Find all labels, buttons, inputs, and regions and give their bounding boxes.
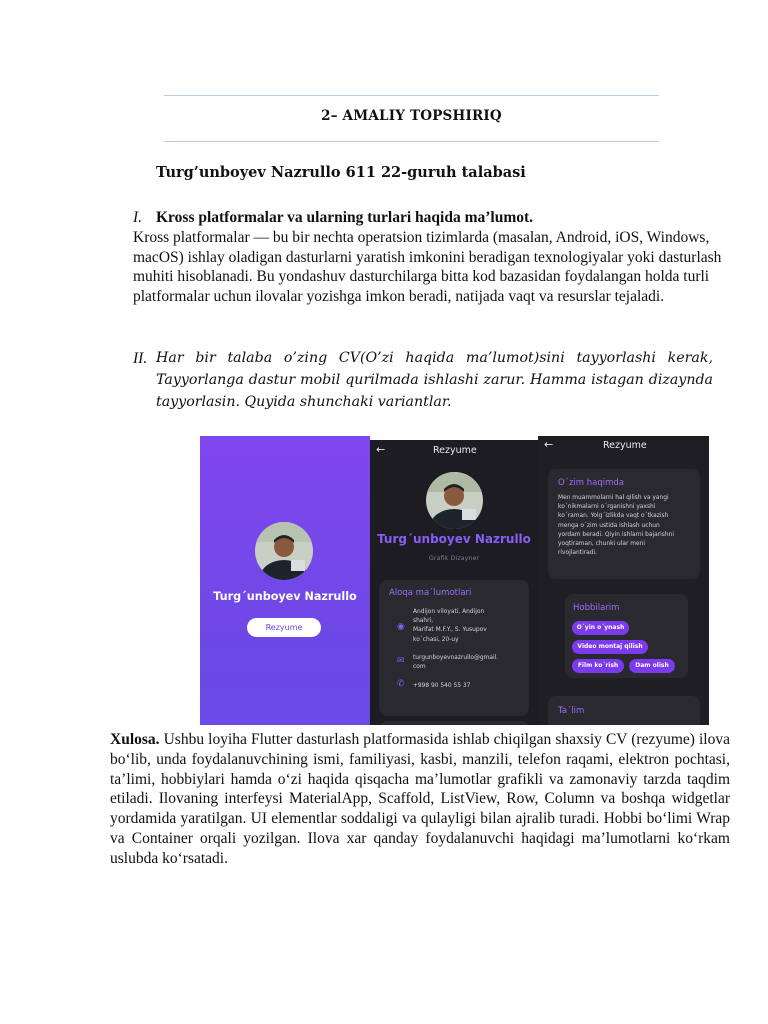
hobby-chip[interactable]: O´yin o´ynash: [572, 621, 629, 635]
section-2-number: II.: [133, 350, 148, 367]
appbar-title: Rezyume: [603, 440, 647, 451]
conclusion-paragraph: [110, 730, 730, 869]
resume-screen: [370, 440, 538, 725]
about-screen: [538, 436, 709, 725]
address-text: Andijon viloyati, Andijon shahri, Marifat M.F.Y., S. Yusupov ko´chasi, 20-uy: [413, 609, 487, 643]
section-1-number: I.: [133, 209, 143, 226]
top-divider: [164, 95, 659, 96]
about-text: Men muammolarni hal qilish va yangi ko´nikmalarni o´rganishni yaxshi ko´raman. Yolg´izlikda vaqt o´tkazish menga o´zim ustida ishlash uchun yordam beradi. Qiyin ishlarni bajarishni yoqtiraman, chunki ular meni rivojlantiradi.: [558, 495, 674, 557]
resume-button[interactable]: Rezyume: [247, 618, 321, 637]
email-text[interactable]: turgunboyevnazrullo@gmail. com: [413, 655, 499, 671]
section-1-body: Kross platformalar — bu bir nechta operatsion tizimlarda (masalan, Android, iOS, Windows, macOS) ishlay oladigan dasturlarni yaratish imkonini beradigan texnologiyalar yoki dasturlash muhiti hisoblanadi. Bu yondashuv dasturchilarga bitta kod bazasidan foydalangan holda turli platformalar uchun ilovalar yozishga imkon beradi, natijada vaqt va resurslar tejaladi.: [133, 228, 722, 306]
contact-card: [379, 580, 529, 716]
contact-title: Aloqa ma´lumotlari: [389, 588, 472, 598]
phone-icon: ✆: [397, 679, 405, 689]
section-2: [133, 348, 713, 413]
next-card: [379, 721, 529, 725]
appbar-title: Rezyume: [433, 445, 477, 456]
conclusion-label: Xulosa.: [110, 731, 160, 748]
profile-name: Turg´unboyev Nazrullo: [377, 532, 531, 546]
phone-text[interactable]: +998 90 540 55 37: [413, 683, 471, 689]
education-title: Ta´lim: [558, 706, 585, 716]
about-title: O´zim haqimda: [558, 478, 624, 488]
email-icon: ✉: [397, 656, 405, 666]
hobby-chip[interactable]: Video montaj qilish: [572, 640, 648, 654]
back-arrow-icon[interactable]: ←: [544, 438, 554, 451]
assignment-heading: 2– AMALIY TOPSHIRIQ: [321, 108, 502, 124]
hobby-chip[interactable]: Film ko´rish: [572, 659, 624, 673]
hobby-chip[interactable]: Dam olish: [629, 659, 675, 673]
section-1: [133, 208, 733, 307]
student-line: Turg’unboyev Nazrullo 611 22-guruh talabasi: [156, 164, 526, 181]
location-icon: ◉: [397, 622, 405, 632]
hobbies-card: [565, 594, 688, 678]
hobbies-title: Hobbilarim: [573, 603, 620, 613]
profile-name: Turg´unboyev Nazrullo: [213, 590, 357, 603]
heading-divider: [164, 141, 659, 142]
education-card: [548, 696, 700, 725]
back-arrow-icon[interactable]: ←: [376, 443, 386, 456]
section-1-title: Kross platformalar va ularning turlari haqida ma’lumot.: [156, 209, 534, 226]
home-screen: [200, 436, 370, 725]
about-card: [548, 469, 700, 579]
avatar: [426, 472, 483, 529]
app-screenshots: [200, 436, 709, 725]
section-1-heading: [133, 208, 733, 228]
avatar: [255, 522, 313, 580]
profile-role: Grafik Dizayner: [428, 554, 480, 562]
conclusion-body: Ushbu loyiha Flutter dasturlash platformasida ishlab chiqilgan shaxsiy CV (rezyume) ilova bo‘lib, unda foydalanuvchining ismi, familiyasi, kasbi, manzili, telefon raqami, elektron pochtasi, ta’limi, hobbiylari hamda o‘zi haqida qisqacha ma’lumotlar grafikli va zamonaviy tarzda taqdim etiladi. Ilovaning interfeysi MaterialApp, Scaffold, ListView, Row, Column va boshqa widgetlar yordamida yaratilgan. UI elementlar soddaligi va qulayligi bilan ajralib turadi. Hobbi bo‘limi Wrap va Container orqali yozilgan. Ilova xar qanday foydalanuvchi haqidagi ma’lumotlarni ko‘rkam uslubda ko‘rsatadi.: [110, 731, 730, 867]
section-2-body: Har bir talaba o’zing CV(O’zi haqida ma’lumot)sini tayyorlashi kerak, Tayyorlanga dastur mobil qurilmada ishlashi zarur. Hamma istagan dizaynda tayyorlasin. Quyida shunchaki variantlar.: [156, 350, 713, 410]
